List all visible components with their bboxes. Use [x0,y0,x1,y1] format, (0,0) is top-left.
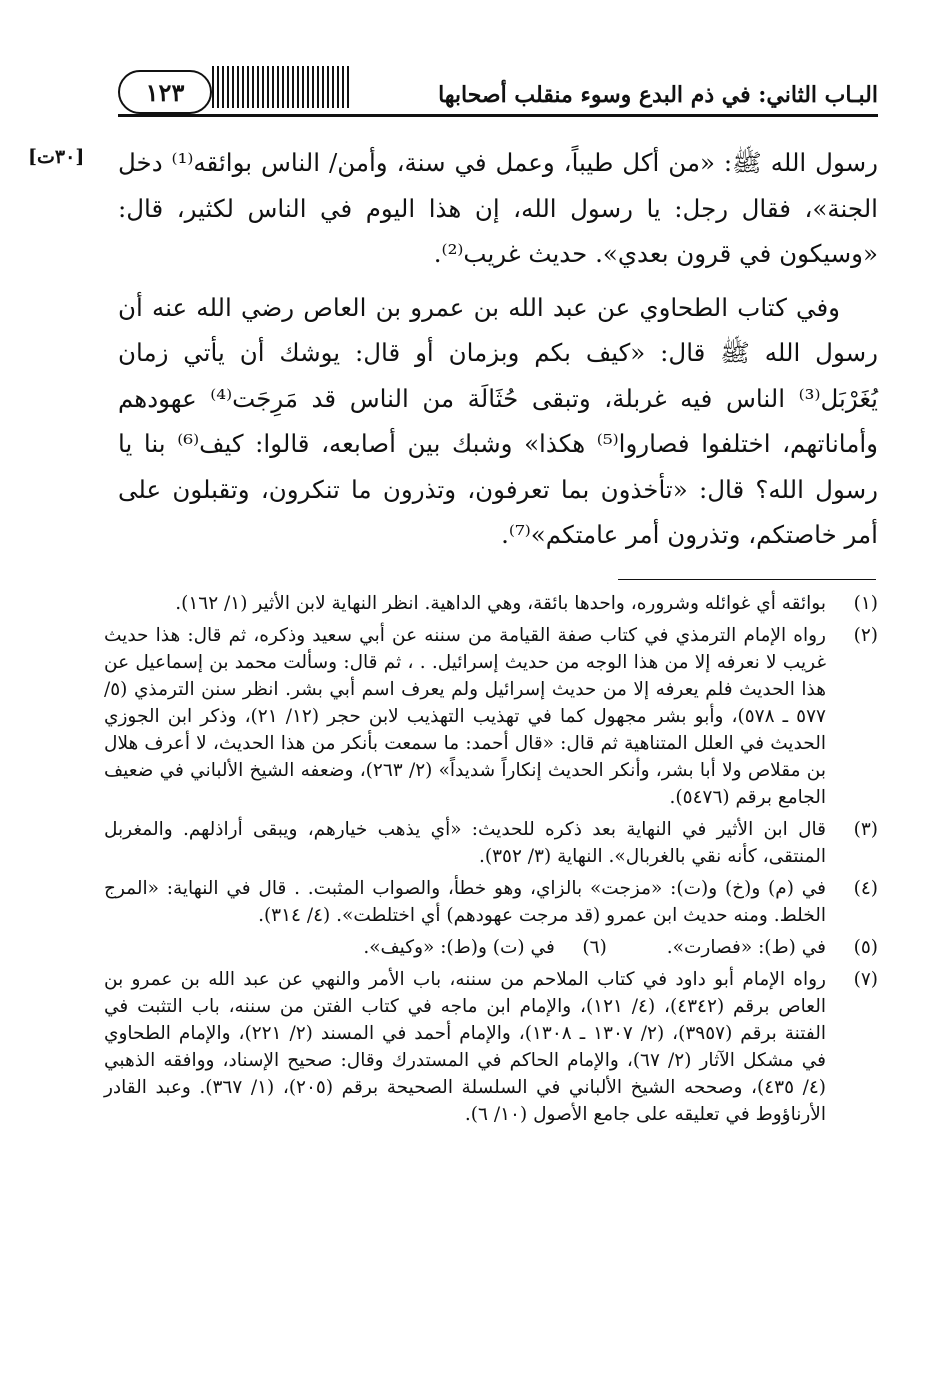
footnote-text: في (ط): «فصارت». [666,937,826,958]
manuscript-folio-note: [٣٠ت] [28,146,85,168]
footnote-text: رواه الإمام أبو داود في كتاب الملاحم من سننه، باب الأمر والنهي عن عبد الله بن عمرو بن العاص برقم (٤٣٤٢)، (٤/ ١٢١)، والإمام ابن ماجه في كتاب الفتن من سننه، باب التثبت في الفتنة برقم (٣٩٥٧)، (٢/ ١٣٠٧ ـ ١٣٠٨)، والإمام أحمد في المسند (٢/ ٢٢١)، والإمام الطحاوي في مشكل الآثار (٢/ ٦٧)، والإمام الحاكم في المستدرك وقال: صحيح الإسناد، ووافقه الذهبي (٤/ ٤٣٥)، وصححه الشيخ الألباني في السلسلة الصحيحة برقم (٢٠٥)، (١/ ٣٦٧). وعبد القادر الأرناؤوط في تعليقه على جامع الأصول (١٠/ ٦). [104,969,826,1125]
paragraph: وفي كتاب الطحاوي عن عبد الله بن عمرو بن العاص رضي الله عنه أن رسول الله ﷺ قال: «كيف بكم وبزمان أو قال: يوشك أن يأتي زمان يُغَرْبَل⁽³⁾ الناس فيه غربلة، وتبقى حُثَالَة من الناس قد مَرِجَت⁽⁴⁾ عهودهم وأماناتهم، اختلفوا فصاروا⁽⁵⁾ هكذا» وشبك بين أصابعه، قالوا: كيف⁽⁶⁾ بنا يا رسول الله؟ قال: «تأخذون بما تعرفون، وتذرون ما تنكرون، وتقبلون على أمر خاصتكم، وتذرون أمر عامتكم»⁽⁷⁾. [118,292,878,549]
footnote-number: (٤) [853,878,878,899]
page-header [118,64,878,118]
header-ornament [212,66,352,108]
footnote-number: (٢) [853,625,878,646]
footnote-text: قال ابن الأثير في النهاية بعد ذكره للحديث: «أي يذهب خيارهم، ويبقى أراذلهم. والمغربل المنتقى، كأنه نقي بالغربال». النهاية (٣/ ٣٥٢). [104,819,826,867]
footnote-pair [104,934,878,961]
paragraph: رسول الله ﷺ: «من أكل طيباً، وعمل في سنة، وأمن/ الناس بوائقه⁽¹⁾ دخل الجنة»، فقال رجل: يا رسول الله، إن هذا اليوم في الناس لكثير، قال: «وسيكون في قرون بعدي». حديث غريب⁽²⁾. [118,148,878,268]
footnote-number: (٧) [853,969,878,990]
main-text [118,140,878,558]
footnote-text: في (م) و(خ) و(ت): «مزجت» بالزاي، وهو خطأ، والصواب المثبت. . قال في النهاية: «المرج الخلط. ومنه حديث ابن عمرو (قد مرجت عهودهم) أي اختلطت». (٤/ ٣١٤). [104,878,826,926]
footnote-text: رواه الإمام الترمذي في كتاب صفة القيامة من سننه عن أبي سعيد وذكره، ثم قال: هذا حديث غريب لا نعرفه إلا من هذا الوجه من حديث إسرائيل. . ، ثم قال: وسألت محمد بن إسماعيل عن هذا الحديث فلم يعرفه إلا من حديث إسرائيل ولم يعرف اسم أبي بشر. انظر سنن الترمذي (٥/ ٥٧٧ ـ ٥٧٨)، وأبو بشر مجهول كما في تهذيب التهذيب لابن حجر (١٢/ ٢١)، وذكر ابن الجوزي الحديث في العلل المتناهية ثم قال: «قال أحمد: ما سمعت بأنكر من هذا الحديث، لا أعرف هلال بن مقلاص ولا أبا بشر، وأنكر الحديث إنكاراً شديداً» (٢/ ٢٦٣)، وضعفه الشيخ الألباني في ضعيف الجامع برقم (٥٤٧٦). [104,625,826,808]
footnote-number: (١) [853,593,878,614]
footnote-number: (٣) [853,819,878,840]
footnotes [104,590,878,1133]
footnote-number: (٦) [582,937,607,958]
page-number: ١٢٣ [118,70,212,114]
footnote [104,622,878,811]
footnote [104,966,878,1128]
footnote-number: (٥) [853,937,878,958]
footnote-separator [618,579,876,580]
header-rule [118,114,878,117]
footnote [104,875,878,929]
footnote [104,590,878,617]
footnote [104,816,878,870]
running-title: البـاب الثاني: في ذم البدع وسوء منقلب أصحابها [438,82,878,108]
footnote-text: بوائقه أي غوائله وشروره، واحدها بائقة، وهي الداهية. انظر النهاية لابن الأثير (١/ ١٦٢). [175,593,826,614]
footnote-text: في (ت) و(ط): «وكيف». [363,937,555,958]
